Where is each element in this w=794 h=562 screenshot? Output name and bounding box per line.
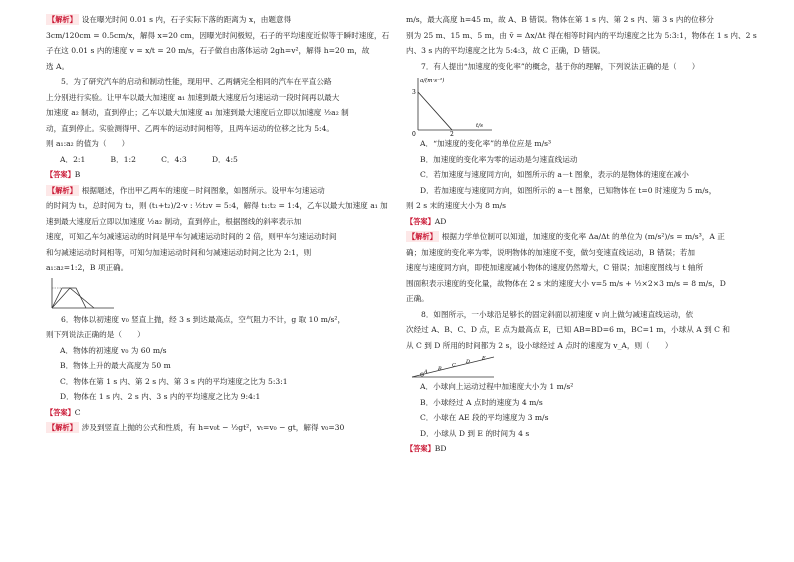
q5-analysis: 速到最大速度后立即以加速度 ½a₂ 制动，直到停止，根据图线的斜率表示加 <box>46 216 302 226</box>
q4-analysis-line: 子在这 0.01 s 内的速度 v = x/t = 20 m/s，石子做自由落体运动 2gh=v²，解得 h=20 m，故 <box>46 46 370 55</box>
q8-incline-figure <box>406 353 496 379</box>
q7-analysis: 围面积表示速度的变化量，故物体在 2 s 末的速度大小 v=5 m/s + ½×2×3 m/s = 8 m/s，D <box>406 278 726 288</box>
option: B．1:2 <box>110 154 136 164</box>
q7-at-graph <box>406 74 496 136</box>
q8-option: C．小球在 AE 段的平均速度为 3 m/s <box>420 413 549 422</box>
q4-analysis-line: 3cm/120cm = 0.5cm/x，解得 x=20 cm，因曝光时间极短，石子的平均速度近似等于瞬时速度，石 <box>46 30 390 40</box>
option: A．2:1 <box>60 154 86 164</box>
y-tick: 3 <box>412 89 416 96</box>
left-column <box>46 12 398 436</box>
q5-answer <box>46 167 398 183</box>
point-label: C <box>452 362 456 369</box>
point-label: E <box>482 355 486 362</box>
q7-option-cont: 则 2 s 末的速度大小为 8 m/s <box>406 201 507 210</box>
q8-answer <box>406 441 758 457</box>
q8-option: D．小球从 D 到 E 的时间为 4 s <box>420 428 530 438</box>
answer-tag: 【答案】 <box>406 444 435 453</box>
answer-value: B <box>74 170 81 179</box>
analysis-tag: 【解析】 <box>48 15 77 24</box>
q8-option: A．小球向上运动过程中加速度大小为 1 m/s² <box>420 382 574 391</box>
q5-options <box>46 152 398 168</box>
q6-analysis: m/s，最大高度 h=45 m，故 A、B 错误。物体在第 1 s 内、第 2 s 内、第 3 s 内的位移分 <box>406 15 714 24</box>
option: D．4:5 <box>211 154 238 164</box>
q8-option: B．小球经过 A 点时的速度为 4 m/s <box>420 397 543 407</box>
q5-analysis: 的时间为 t₁，总时间为 t₂，则 (t₁+t₂)/2·v : ½t₂v = 5:4，解得 t₁:t₂ = 1:4，乙车以最大加速度 a₁ 加 <box>46 201 388 210</box>
q5-analysis: 速度，可知乙车匀减速运动的时间是甲车匀减速运动时间的 2 倍，则甲车匀速运动时间 <box>46 232 337 241</box>
q6-stem: 6．物体以初速度 v₀ 竖直上抛，经 3 s 到达最高点，空气阻力不计，g 取 10 m/s²， <box>61 314 346 324</box>
q7-option: A．“加速度的变化率”的单位应是 m/s³ <box>420 139 552 148</box>
q6-analysis: 别为 25 m、15 m、5 m，由 v̄ = Δx/Δt 得在相等时间内的平均速度之比为 5:3:1，物体在 1 s 内、2 s <box>406 30 757 40</box>
q7-answer <box>406 214 758 230</box>
answer-tag: 【答案】 <box>46 170 75 179</box>
analysis-tag: 【解析】 <box>48 423 77 432</box>
q8-stem: 次经过 A、B、C、D 点，E 点为最高点 E，已知 AB=BD=6 m，BC=1 m，小球从 A 到 C 和 <box>406 325 730 334</box>
x-axis-label: t/s <box>476 123 483 129</box>
q5-stem: 加速度 a₂ 制动，直到停止；乙车以最大加速度 a₁ 加速到最大速度后立即以加速度 ½a₂ 制 <box>46 108 349 117</box>
q6-answer <box>46 405 398 421</box>
q7-analysis: 确；加速度的变化率为零，说明物体的加速度不变，做匀变速直线运动，B 错误；若加 <box>406 247 695 257</box>
q6-option: D．物体在 1 s 内、2 s 内、3 s 内的平均速度之比为 9:4:1 <box>60 392 261 401</box>
point-label: A <box>424 369 428 375</box>
q8-stem: 从 C 到 D 所用的时间都为 2 s，设小球经过 A 点时的速度为 v_A，则（ ） <box>406 340 673 350</box>
q6-option: B．物体上升的最大高度为 50 m <box>60 361 171 370</box>
q6-analysis: 【解析】 涉及到竖直上抛的公式和性质，有 h=v₀t − ½gt²，vₜ=v₀ − gt，解得 v₀=30 <box>48 423 345 432</box>
q7-analysis: 【解析】 根据力学单位制可以知道，加速度的变化率 Δa/Δt 的单位为 (m/s²)/s = m/s³，A 正 <box>408 232 725 241</box>
q5-analysis: a₁:a₂=1:2，B 项正确。 <box>46 263 129 272</box>
answer-value: AD <box>434 216 447 226</box>
q8-stem: 8．如图所示，一小球沿足够长的固定斜面以初速度 v 向上做匀减速直线运动，依 <box>421 309 694 319</box>
q5-stem: 5．为了研究汽车的启动和制动性能，现用甲、乙两辆完全相同的汽车在平直公路 <box>61 77 332 86</box>
q6-option: C．物体在第 1 s 内、第 2 s 内、第 3 s 内的平均速度之比为 5:3:1 <box>60 376 288 386</box>
q6-stem: 则下列说法正确的是（ ） <box>46 330 145 339</box>
origin-label: 0 <box>412 131 416 136</box>
q6-analysis: 内、3 s 内的平均速度之比为 5:4:3，故 C 正确，D 错误。 <box>406 46 605 55</box>
q7-option: D．若加速度与速度同方向，如图所示的 a－t 图象，已知物体在 t=0 时速度为 5 m/s， <box>420 185 717 195</box>
q7-option: C．若加速度与速度同方向，如图所示的 a－t 图象，表示的是物体的速度在减小 <box>420 170 689 179</box>
y-axis-label: a/(m·s⁻²) <box>420 78 445 84</box>
q5-analysis: 和匀减速运动时间相等，可知匀加速运动时间和匀减速运动时间之比为 2:1，则 <box>46 247 312 257</box>
q5-stem: 上分别进行实验。让甲车以最大加速度 a₁ 加速到最大速度后匀速运动一段时间再以最大 <box>46 92 340 102</box>
q7-analysis: 正确。 <box>406 294 429 303</box>
q6-option: A．物体的初速度 v₀ 为 60 m/s <box>60 345 167 355</box>
analysis-tag: 【解析】 <box>408 232 437 241</box>
analysis-tag: 【解析】 <box>48 185 77 195</box>
x-tick: 2 <box>450 131 454 136</box>
q7-analysis: 速度与速度同方向，即使加速度减小物体的速度仍然增大，C 错误；加速度图线与 t 轴所 <box>406 263 704 272</box>
answer-tag: 【答案】 <box>46 407 75 417</box>
q5-vt-figure <box>46 276 116 312</box>
q4-analysis-line: 选 A。 <box>46 61 70 71</box>
answer-value: C <box>74 407 81 417</box>
q4-analysis-line: 【解析】 设在曝光时间 0.01 s 内，石子实际下落的距离为 x，由题意得 <box>48 15 292 24</box>
q7-stem: 7．有人提出“加速度的变化率”的概念，基于你的理解，下列说法正确的是（ ） <box>421 61 700 71</box>
q7-option: B．加速度的变化率为零的运动是匀速直线运动 <box>420 154 578 164</box>
point-label: D <box>466 359 471 365</box>
right-column <box>406 12 758 457</box>
q5-stem: 动，直到停止。实验测得甲、乙两车的运动时间相等，且两车运动的位移之比为 5:4。 <box>46 123 335 133</box>
q5-stem: 则 a₁:a₂ 的值为（ ） <box>46 139 130 148</box>
answer-value: BD <box>434 444 447 453</box>
option: C．4:3 <box>161 154 187 164</box>
point-label: B <box>438 366 442 372</box>
q5-analysis: 【解析】 根据题述，作出甲乙两车的速度－时间图象，如图所示。设甲车匀速运动 <box>48 185 325 195</box>
answer-tag: 【答案】 <box>406 216 435 226</box>
